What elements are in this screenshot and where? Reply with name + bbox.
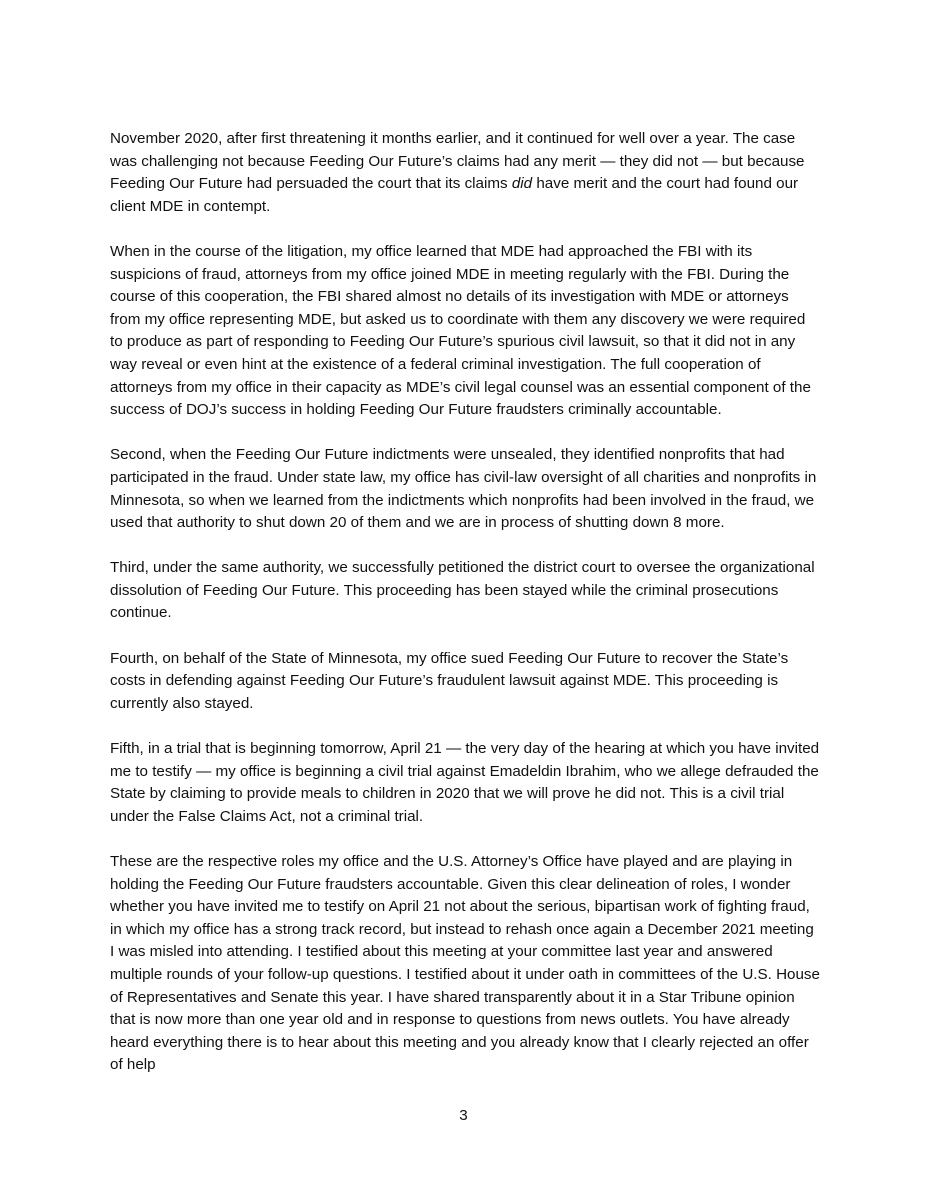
letter-body [110,128,820,1077]
paragraph-text: have merit and the court had found our client MDE in contempt. [110,175,799,215]
page-number: 3 [459,1107,468,1124]
paragraph-fifth-trial: Fifth, in a trial that is beginning tomorrow, April 21 — the very day of the hearing at which you have invited me to testify — my office is beginning a civil trial against Emadeldin Ibrahim, who we allege defrauded the State by claiming to provide meals to children in 2020 that we will prove he did not. This is a civil trial under the False Claims Act, not a criminal trial. [110,740,820,825]
paragraph-fbi-cooperation: When in the course of the litigation, my office learned that MDE had approached the FBI with its suspicions of fraud, attorneys from my office joined MDE in meeting regularly with the FBI. During the course of this cooperation, the FBI shared almost no details of its investigation with MDE or attorneys from my office representing MDE, but asked us to coordinate with them any discovery we were required to produce as part of responding to Feeding Our Future’s spurious civil lawsuit, so that it did not in any way reveal or even hint at the existence of a federal criminal investigation. The full cooperation of attorneys from my office in their capacity as MDE’s civil legal counsel was an essential component of the success of DOJ’s success in holding Feeding Our Future fraudsters criminally accountable. [110,242,811,419]
paragraph-third-dissolution: Third, under the same authority, we successfully petitioned the district court to oversee the organizational dissolution of Feeding Our Future. This proceeding has been stayed while the criminal prosecutions continue. [110,559,815,622]
paragraph-lawsuit-background [110,128,820,218]
paragraph-roles-meeting: These are the respective roles my office and the U.S. Attorney’s Office have played and are playing in holding the Feeding Our Future fraudsters accountable. Given this clear delineation of roles, I wonder whether you have invited me to testify on April 21 not about the serious, bipartisan work of fighting fraud, in which my office has a strong track record, but instead to rehash once again a December 2021 meeting I was misled into attending. I testified about this meeting at your committee last year and answered multiple rounds of your follow-up questions. I testified about it under oath in committees of the U.S. House of Representatives and Senate this year. I have shared transparently about it in a Star Tribune opinion that is now more than one year old and in response to questions from news outlets. You have already heard everything there is to hear about this meeting and you already know that I clearly rejected an offer of help [110,853,820,1074]
emphasis-text: did [511,175,533,193]
paragraph-fourth-costs: Fourth, on behalf of the State of Minnesota, my office sued Feeding Our Future to recover the State’s costs in defending against Feeding Our Future’s fraudulent lawsuit against MDE. This proceeding is currently also stayed. [110,649,789,712]
paragraph-text: November 2020, after first threatening it months earlier, and it continued for well over a year. The case was challenging not because Feeding Our Future’s claims had any merit — they did not — but because Feeding Our Future had persuaded the court that its claims [110,130,805,193]
paragraph-second-nonprofits: Second, when the Feeding Our Future indictments were unsealed, they identified nonprofits that had participated in the fraud. Under state law, my office has civil-law oversight of all charities and nonprofits in Minnesota, so when we learned from the indictments which nonprofits had been involved in the fraud, we used that authority to shut down 20 of them and we are in process of shutting down 8 more. [110,446,817,532]
